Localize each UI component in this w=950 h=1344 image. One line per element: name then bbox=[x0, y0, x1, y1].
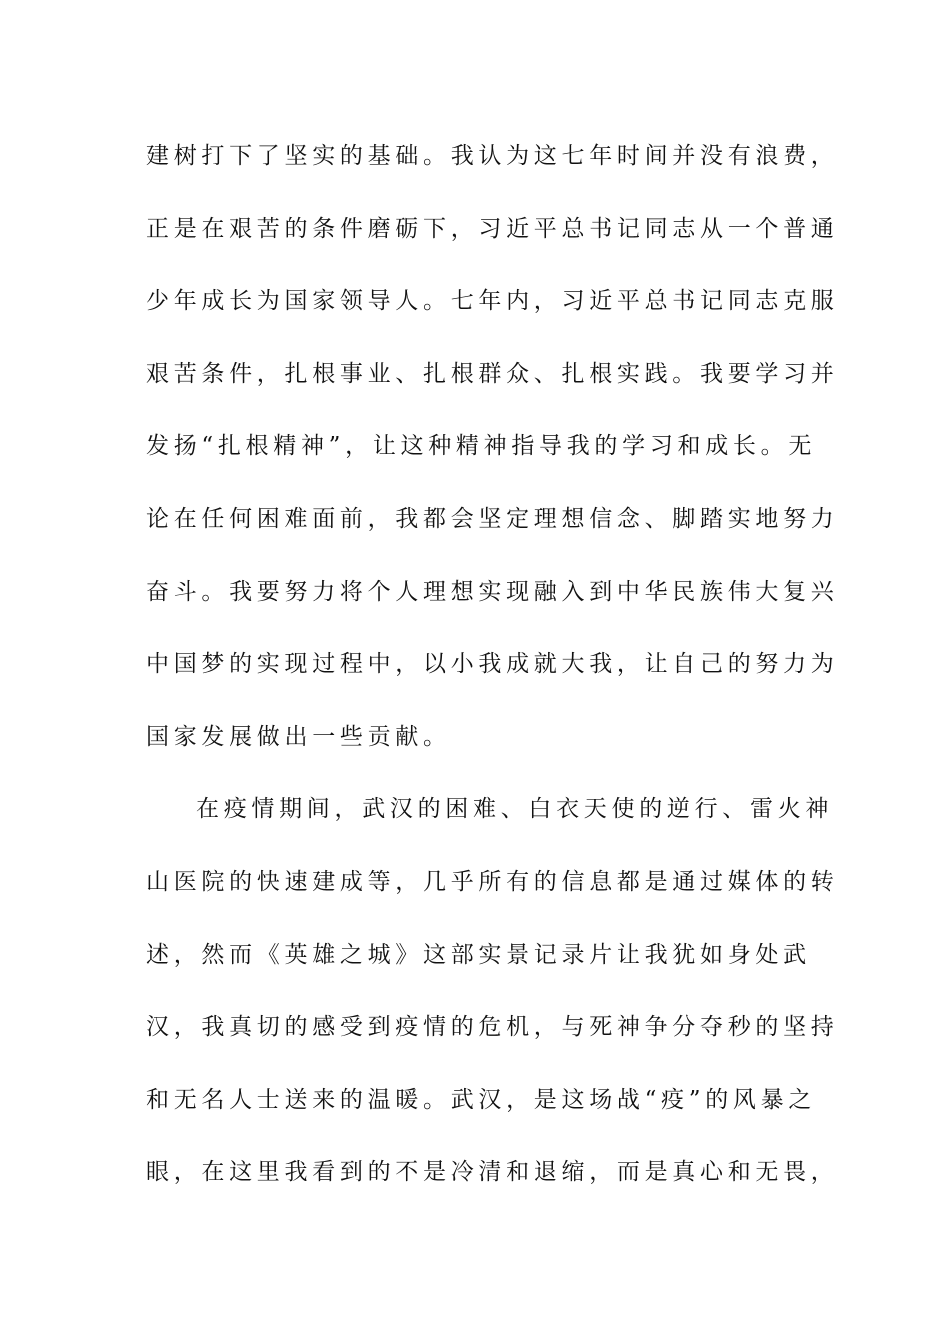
text-line: 艰苦条件，扎根事业、扎根群众、扎根实践。我要学习并 bbox=[146, 360, 839, 387]
text-line: 汉，我真切的感受到疫情的危机，与死神争分夺秒的坚持 bbox=[146, 1014, 839, 1041]
text-line: 论在任何困难面前，我都会坚定理想信念、脚踏实地努力 bbox=[146, 505, 839, 532]
paragraph-start-line: 在疫情期间，武汉的困难、白衣天使的逆行、雷火神 bbox=[196, 796, 834, 823]
document-body bbox=[146, 132, 839, 1221]
text-line: 和无名人士送来的温暖。武汉，是这场战“疫”的风暴之 bbox=[146, 1086, 817, 1113]
text-line: 少年成长为国家领导人。七年内，习近平总书记同志克服 bbox=[146, 288, 839, 315]
text-line: 建树打下了坚实的基础。我认为这七年时间并没有浪费， bbox=[146, 143, 839, 169]
text-line: 奋斗。我要努力将个人理想实现融入到中华民族伟大复兴 bbox=[146, 578, 839, 605]
text-line: 正是在艰苦的条件磨砺下，习近平总书记同志从一个普通 bbox=[146, 215, 839, 242]
text-line: 国家发展做出一些贡献。 bbox=[146, 723, 451, 750]
text-line: 山医院的快速建成等，几乎所有的信息都是通过媒体的转 bbox=[146, 868, 839, 895]
text-line: 发扬“扎根精神”，让这种精神指导我的学习和成长。无 bbox=[146, 433, 817, 460]
text-line: 述，然而《英雄之城》这部实景记录片让我犹如身处武 bbox=[146, 941, 811, 968]
text-line: 中国梦的实现过程中，以小我成就大我，让自己的努力为 bbox=[146, 651, 839, 678]
text-line: 眼，在这里我看到的不是冷清和退缩，而是真心和无畏， bbox=[146, 1159, 839, 1186]
